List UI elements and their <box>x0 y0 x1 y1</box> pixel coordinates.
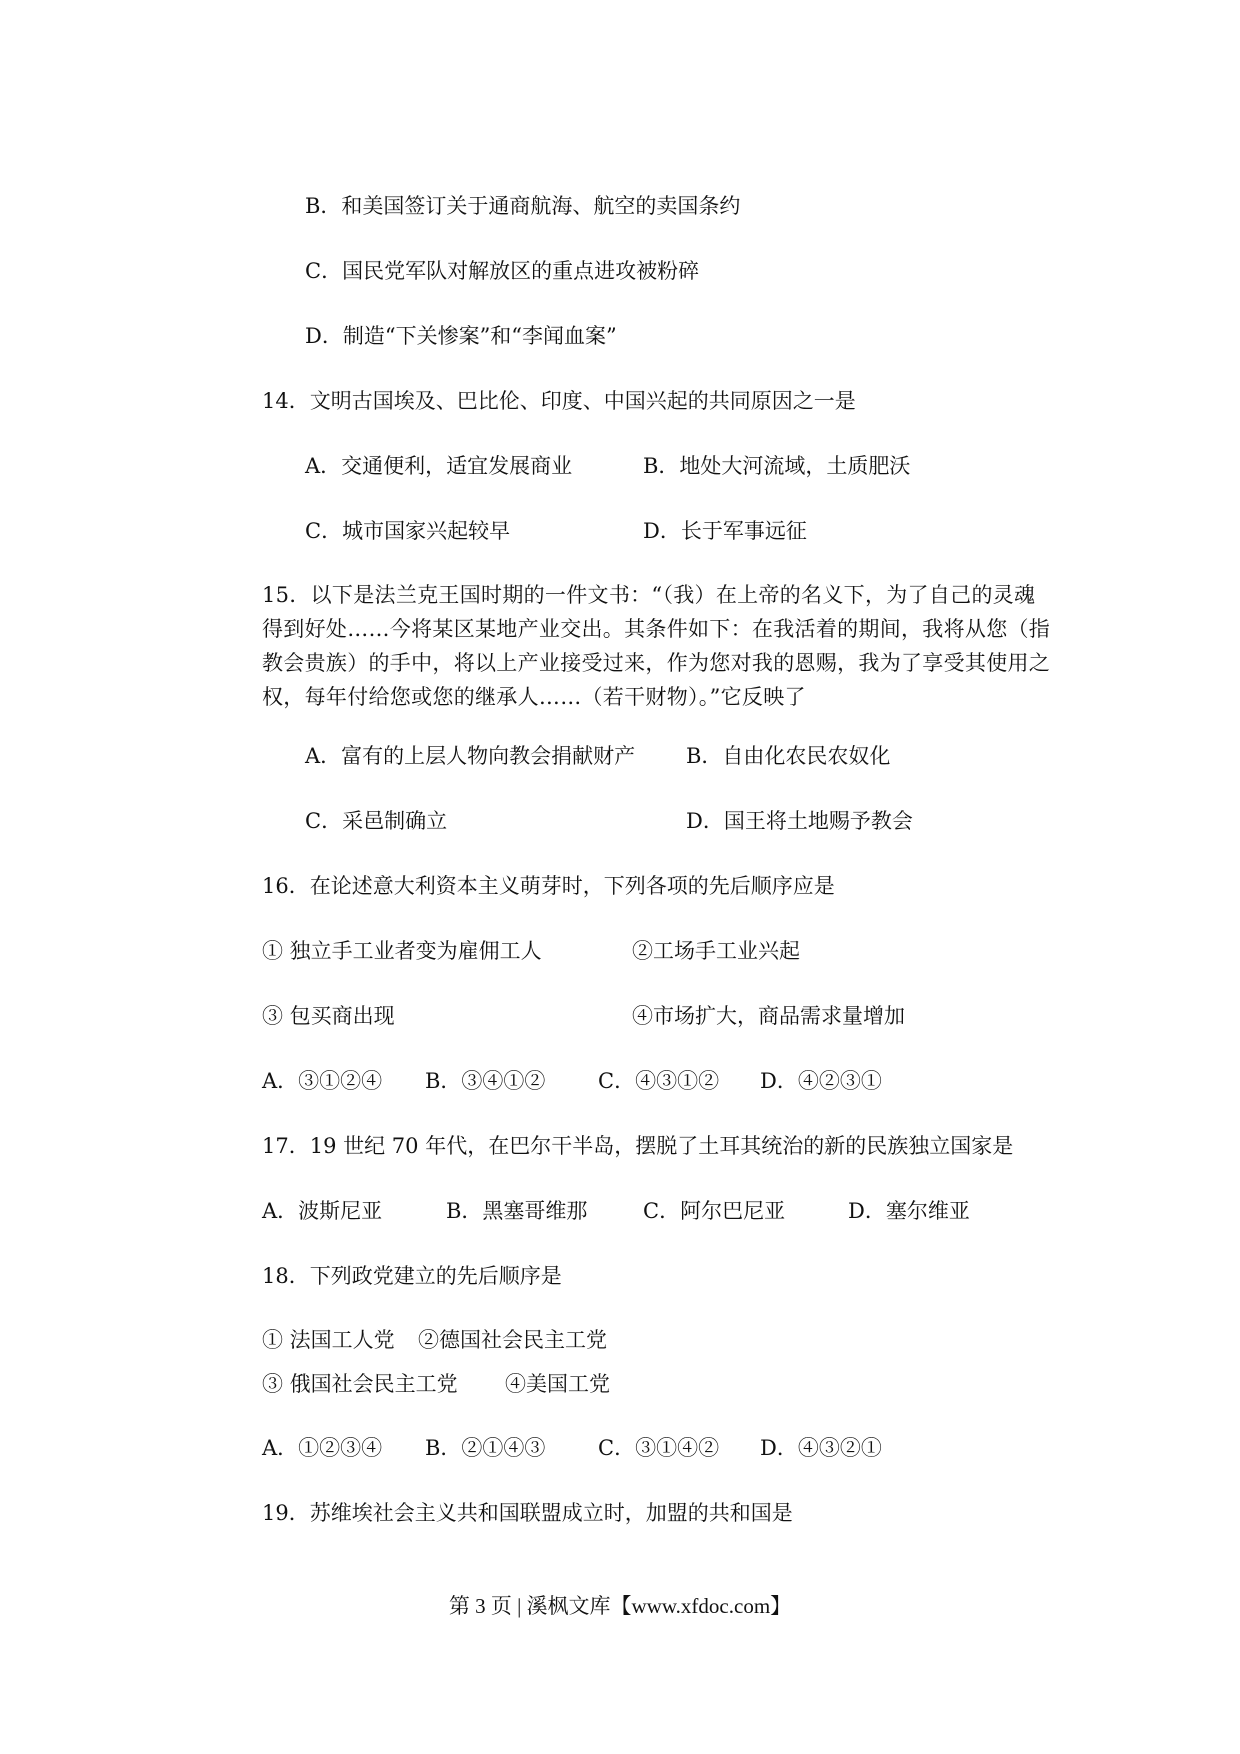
q17-stem: 17．19 世纪 70 年代，在巴尔干半岛，摆脱了土耳其统治的新的民族独立国家是 <box>262 1134 1014 1158</box>
q18-option-a: A．①②③④ <box>262 1436 383 1460</box>
q19-stem: 19．苏维埃社会主义共和国联盟成立时，加盟的共和国是 <box>262 1501 793 1525</box>
q15-option-c: C．采邑制确立 <box>305 809 448 833</box>
q16-stem: 16．在论述意大利资本主义萌芽时，下列各项的先后顺序应是 <box>262 874 835 898</box>
q16-item-3: ③ 包买商出现 <box>262 1004 395 1028</box>
q17-option-c: C．阿尔巴尼亚 <box>643 1199 786 1223</box>
q15-option-d: D．国王将土地赐予教会 <box>686 809 913 833</box>
q13-option-b: B．和美国签订关于通商航海、航空的卖国条约 <box>305 194 741 218</box>
page-footer: 第 3 页 | 溪枫文库【www.xfdoc.com】 <box>448 1594 792 1618</box>
q16-option-b: B．③④①② <box>425 1069 546 1093</box>
q17-option-d: D．塞尔维亚 <box>848 1199 970 1223</box>
q16-item-1: ① 独立手工业者变为雇佣工人 <box>262 939 542 963</box>
q14-option-b: B．地处大河流域，土质肥沃 <box>643 454 911 478</box>
q15-option-a: A．富有的上层人物向教会捐献财产 <box>305 744 636 768</box>
q18-option-d: D．④③②① <box>760 1436 882 1460</box>
q18-item-1: ① 法国工人党 <box>262 1328 395 1352</box>
q16-option-a: A．③①②④ <box>262 1069 383 1093</box>
q13-option-c: C．国民党军队对解放区的重点进攻被粉碎 <box>305 259 700 283</box>
q15-option-b: B．自由化农民农奴化 <box>686 744 891 768</box>
q14-option-d: D．长于军事远征 <box>643 519 807 543</box>
q17-option-a: A．波斯尼亚 <box>262 1199 383 1223</box>
q17-option-b: B．黑塞哥维那 <box>446 1199 588 1223</box>
q18-option-b: B．②①④③ <box>425 1436 546 1460</box>
q16-option-c: C．④③①② <box>598 1069 720 1093</box>
q14-option-c: C．城市国家兴起较早 <box>305 519 511 543</box>
q18-item-3: ③ 俄国社会民主工党 <box>262 1372 458 1396</box>
q16-item-4: ④市场扩大，商品需求量增加 <box>632 1004 905 1028</box>
q18-stem: 18．下列政党建立的先后顺序是 <box>262 1264 562 1288</box>
q14-option-a: A．交通便利，适宜发展商业 <box>305 454 573 478</box>
q18-item-4: ④美国工党 <box>505 1372 610 1396</box>
q16-item-2: ②工场手工业兴起 <box>632 939 800 963</box>
q15-stem: 15．以下是法兰克王国时期的一件文书：“（我）在上帝的名义下，为了自己的灵魂得到好处……今将某区某地产业交出。其条件如下：在我活着的期间，我将从您（指教会贵族）的手中，将以上产业接受过来，作为您对我的恩赐，我为了享受其使用之权，每年付给您或您的继承人……（若干财物）。”它反映了 <box>262 583 1051 709</box>
q14-stem: 14．文明古国埃及、巴比伦、印度、中国兴起的共同原因之一是 <box>262 389 856 413</box>
q16-option-d: D．④②③① <box>760 1069 882 1093</box>
q13-option-d: D．制造“下关惨案”和“李闻血案” <box>305 324 617 348</box>
q18-option-c: C．③①④② <box>598 1436 720 1460</box>
q18-item-2: ②德国社会民主工党 <box>418 1328 607 1352</box>
